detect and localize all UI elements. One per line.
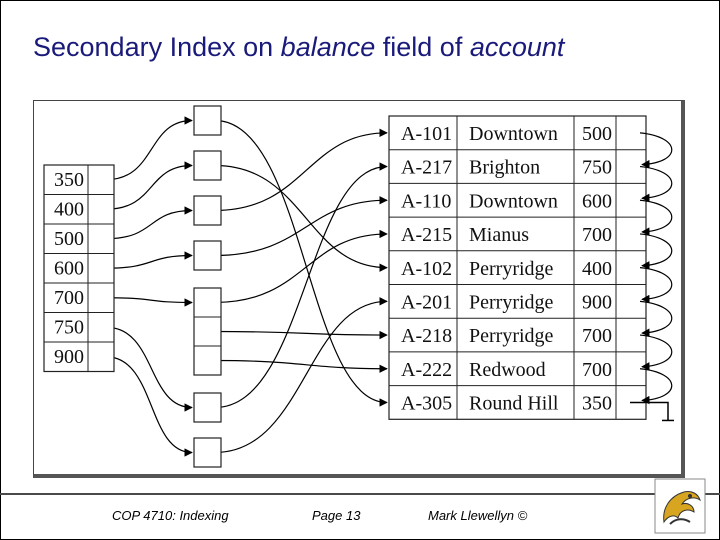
branch-name: Brighton [469, 156, 541, 179]
pegasus-logo-icon [654, 478, 706, 534]
index-value: 600 [54, 257, 84, 280]
branch-name: Perryridge [469, 291, 554, 314]
footer-page-number: Page 13 [312, 508, 361, 523]
index-value: 900 [54, 346, 84, 368]
balance-value: 600 [582, 190, 612, 213]
account-file-table [389, 116, 646, 419]
index-value: 700 [54, 287, 84, 309]
branch-name: Perryridge [469, 325, 554, 348]
bucket [194, 241, 221, 270]
pointer-arrows [106, 121, 387, 453]
balance-value: 750 [582, 156, 612, 179]
diagram-canvas [34, 101, 686, 479]
account-number: A-101 [401, 123, 453, 145]
index-value: 350 [54, 169, 84, 191]
branch-name: Mianus [469, 224, 529, 247]
account-number: A-305 [401, 392, 453, 415]
balance-value: 700 [582, 358, 612, 381]
footer-course: COP 4710: Indexing [112, 508, 229, 523]
index-value: 500 [54, 228, 84, 250]
bucket [194, 151, 221, 180]
title-text-2: field of [375, 32, 470, 62]
account-number: A-201 [401, 291, 453, 314]
account-number: A-218 [401, 325, 453, 348]
balance-value: 700 [582, 325, 612, 348]
slide-title [33, 32, 564, 63]
branch-name: Perryridge [469, 257, 554, 280]
balance-value: 500 [582, 123, 612, 145]
index-to-bucket-arrow [106, 327, 192, 407]
bucket [194, 196, 221, 225]
bucket-to-record-arrow [215, 332, 387, 336]
index-value: 400 [54, 198, 84, 221]
footer-author: Mark Llewellyn © [428, 508, 528, 523]
branch-name: Round Hill [469, 392, 559, 415]
bucket-column [194, 106, 221, 467]
bucket [194, 438, 221, 467]
bucket-to-record-arrow [215, 166, 387, 268]
index-to-bucket-arrow [106, 298, 192, 303]
branch-name: Downtown [469, 190, 558, 213]
account-number: A-215 [401, 224, 453, 247]
balance-value: 900 [582, 291, 612, 314]
bucket-to-record-arrow [215, 234, 387, 303]
account-number: A-222 [401, 358, 453, 381]
index-to-bucket-arrow [106, 256, 192, 269]
bucket-to-record-arrow [215, 301, 387, 452]
title-emphasis-balance: balance [280, 32, 376, 62]
account-number: A-217 [401, 156, 453, 179]
index-diagram [33, 100, 685, 478]
index-to-bucket-arrow [106, 211, 192, 239]
branch-name: Downtown [469, 123, 558, 145]
index-to-bucket-arrow [106, 121, 192, 180]
index-to-bucket-arrow [106, 166, 192, 210]
account-number: A-110 [401, 190, 452, 213]
balance-value: 350 [582, 392, 612, 415]
index-value: 750 [54, 316, 84, 339]
bucket [194, 106, 221, 135]
balance-value: 400 [582, 257, 612, 280]
footer-divider [0, 493, 720, 495]
bucket-to-record-arrow [215, 133, 387, 211]
title-emphasis-account: account [469, 32, 565, 62]
balance-value: 700 [582, 224, 612, 247]
bucket-to-record-arrow [215, 361, 387, 369]
title-text-1: Secondary Index on [33, 32, 281, 62]
bucket [194, 288, 221, 375]
account-number: A-102 [401, 257, 453, 280]
branch-name: Redwood [469, 358, 546, 381]
bucket-to-record-arrow [215, 121, 387, 403]
bucket [194, 393, 221, 422]
secondary-index-table [44, 165, 114, 372]
